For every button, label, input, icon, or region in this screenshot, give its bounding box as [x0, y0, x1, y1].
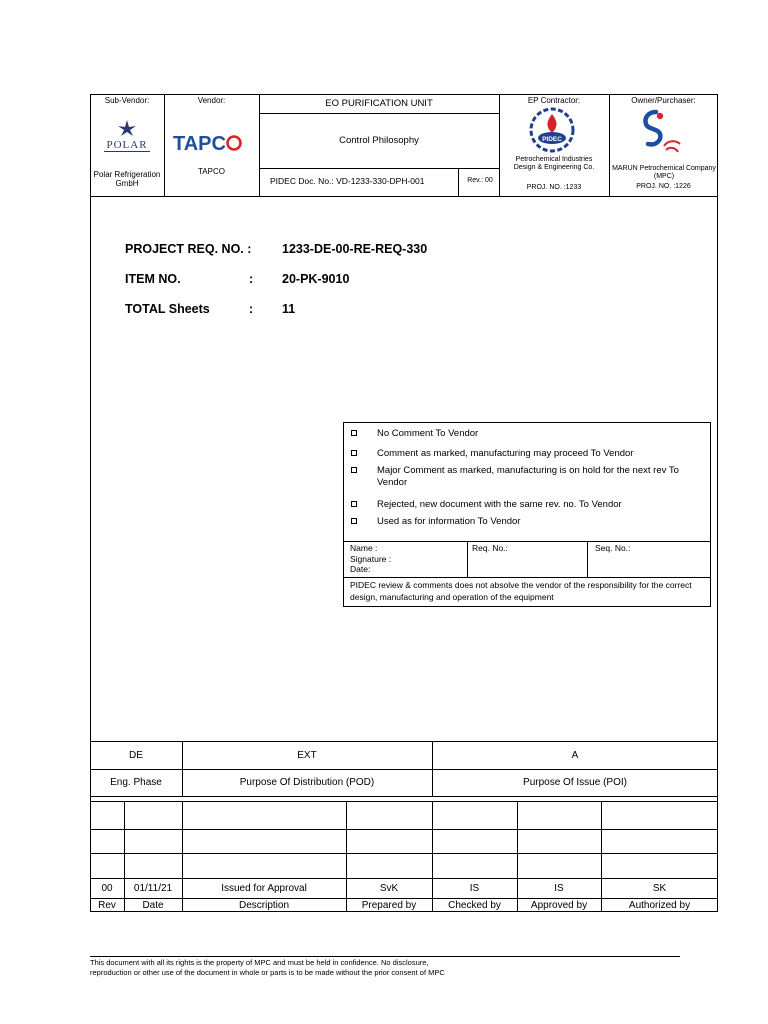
confidentiality-line: reproduction or other use of the document in whole or parts is to be made without the prior consent of MPC	[90, 968, 445, 977]
header-divider	[90, 196, 718, 197]
item-number-colon: :	[249, 272, 254, 286]
header-divider	[458, 168, 459, 197]
header-divider	[609, 94, 610, 197]
table-header-checked: Checked by	[448, 900, 501, 911]
vendor-label: Vendor:	[197, 96, 226, 105]
pod-value: EXT	[297, 749, 317, 761]
marun-logo	[634, 106, 688, 158]
owner-name: MARUN Petrochemical Company (MPC)	[612, 165, 716, 180]
polar-logo-text: POLAR	[106, 139, 148, 151]
review-option-checkbox[interactable]	[351, 430, 357, 436]
review-option-checkbox[interactable]	[351, 501, 357, 507]
total-sheets-value: 11	[282, 302, 296, 316]
table-cell-description: Issued for Approval	[221, 883, 307, 894]
table-cell-rev: 00	[101, 883, 113, 894]
eng-phase-value: DE	[129, 749, 143, 761]
table-cell-checked: IS	[469, 883, 480, 894]
date-label: Date:	[350, 564, 371, 574]
tapco-logo-text: TAPC	[173, 133, 226, 155]
table-cell-authorized: SK	[652, 883, 667, 894]
pod-label: Purpose Of Distribution (POD)	[239, 777, 375, 788]
item-number-value: 20-PK-9010	[282, 272, 350, 286]
req-no-label: Req. No.:	[472, 543, 508, 553]
seq-no-label: Seq. No.:	[595, 543, 631, 553]
table-cell-approved: IS	[554, 883, 564, 894]
table-header-date: Date	[142, 900, 164, 911]
poi-value: A	[571, 749, 579, 761]
signature-label: Signature :	[350, 553, 392, 564]
review-option-checkbox[interactable]	[351, 518, 357, 524]
review-option-label: No Comment To Vendor	[377, 428, 479, 439]
review-option-label: Comment as marked, manufacturing may proceed To Vendor	[377, 448, 634, 459]
review-option-checkbox[interactable]	[351, 450, 357, 456]
table-divider	[90, 801, 718, 802]
header-divider	[164, 94, 165, 197]
reviewer-fields	[350, 543, 391, 575]
owner-project-number: PROJ. NO. :1226	[636, 183, 691, 190]
revision-number: Rev.: 00	[467, 177, 493, 184]
table-divider	[90, 853, 718, 854]
owner-label: Owner/Purchaser:	[631, 96, 696, 105]
review-divider	[467, 541, 468, 577]
project-req-label: PROJECT REQ. NO. :	[125, 242, 252, 256]
tapco-logo	[170, 130, 254, 156]
review-option-label: Major Comment as marked, manufacturing is on hold for the next rev To Vendor	[377, 465, 679, 488]
review-divider	[343, 541, 711, 542]
table-cell-date: 01/11/21	[133, 883, 173, 894]
document-title: Control Philosophy	[339, 135, 419, 146]
table-divider	[90, 796, 718, 797]
confidentiality-line: This document with all its rights is the property of MPC and must be held in confidence. No disclosure,	[90, 958, 429, 967]
footer-rule	[90, 956, 680, 957]
review-disclaimer: PIDEC review & comments does not absolve the vendor of the responsibility for the correct design, manufacturing and operation of the equipment	[350, 580, 692, 602]
document-number: PIDEC Doc. No.: VD-1233-330-DPH-001	[270, 176, 425, 186]
item-number-label: ITEM NO.	[125, 272, 181, 286]
review-divider	[587, 541, 588, 577]
confidentiality-notice	[90, 958, 445, 978]
sub-vendor-label: Sub-Vendor:	[104, 96, 150, 105]
sub-vendor-name: Polar Refrigeration GmbH	[93, 170, 161, 188]
table-header-prepared: Prepared by	[361, 900, 417, 911]
table-header-rev: Rev	[98, 900, 116, 911]
ep-project-number: PROJ. NO. :1233	[526, 184, 582, 191]
table-cell-prepared: SvK	[379, 883, 399, 894]
total-sheets-colon: :	[249, 302, 254, 316]
polar-logo	[96, 118, 158, 158]
table-header-approved: Approved by	[530, 900, 588, 911]
header-divider	[259, 168, 499, 169]
review-option-checkbox[interactable]	[351, 467, 357, 473]
header-divider	[259, 113, 499, 114]
table-header-authorized: Authorized by	[628, 900, 691, 911]
vendor-name: TAPCO	[198, 167, 225, 176]
review-divider	[343, 577, 711, 578]
table-divider	[90, 829, 718, 830]
pidec-logo	[528, 106, 576, 154]
unit-title: EO PURIFICATION UNIT	[325, 98, 433, 109]
poi-label: Purpose Of Issue (POI)	[523, 777, 627, 788]
ep-contractor-name: Petrochemical Industries Design & Engineering Co.	[513, 156, 595, 171]
review-option-label: Used as for information To Vendor	[377, 516, 521, 527]
table-header-description: Description	[238, 900, 290, 911]
ep-contractor-label: EP Contractor:	[527, 96, 581, 105]
pidec-logo-text: PIDEC	[542, 136, 562, 143]
review-option-label: Rejected, new document with the same rev. no. To Vendor	[377, 499, 622, 510]
total-sheets-label: TOTAL Sheets	[125, 302, 210, 316]
eng-phase-label: Eng. Phase	[110, 777, 162, 788]
name-label: Name :	[350, 543, 378, 553]
header-divider	[499, 94, 500, 197]
project-req-value: 1233-DE-00-RE-REQ-330	[282, 242, 428, 256]
